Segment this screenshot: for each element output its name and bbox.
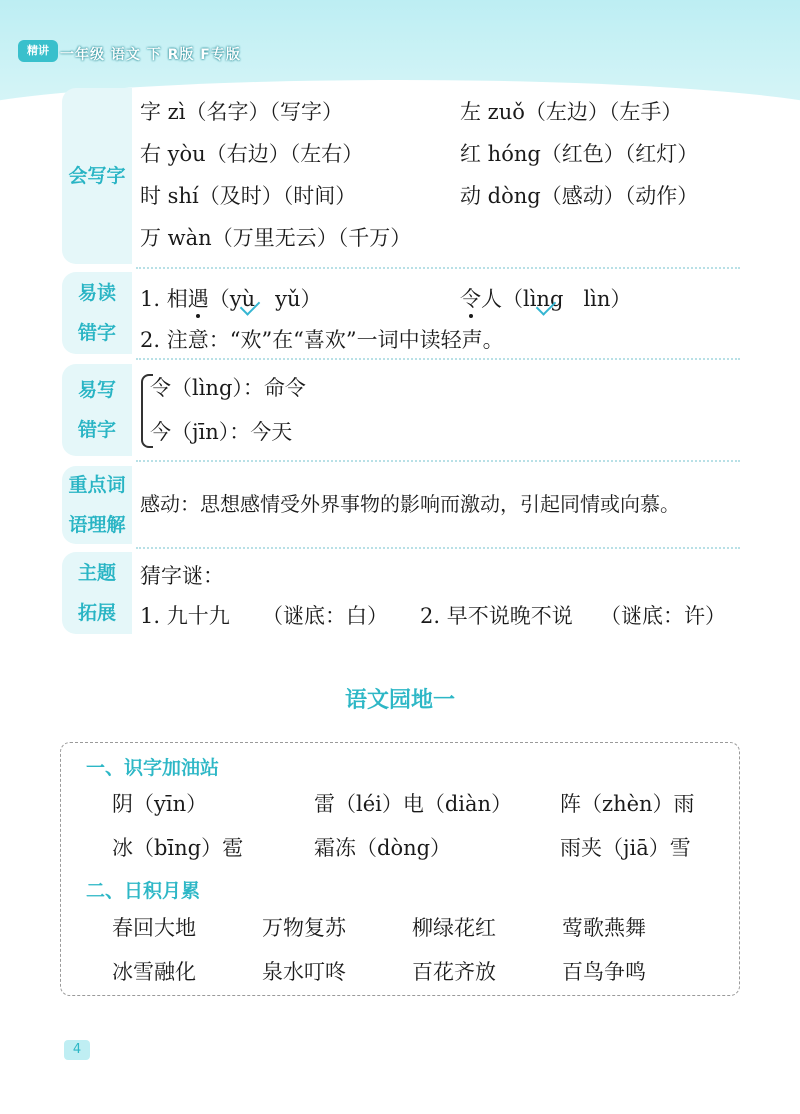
write-char-3: 右 yòu（右边）（左右） (140, 142, 364, 166)
divider (136, 460, 740, 462)
phrase-1: 春回大地 (112, 916, 196, 940)
divider (136, 358, 740, 360)
label-read-errors: 易读 错字 (62, 272, 132, 354)
phrase-2: 万物复苏 (262, 916, 346, 940)
phrase-4: 莺歌燕舞 (562, 916, 646, 940)
key-word-definition: 感动：思想感情受外界事物的影响而激动，引起同情或向慕。 (140, 492, 680, 516)
box-char-5: 霜冻（dòng） (314, 836, 452, 860)
subsection-title-2: 二、日积月累 (86, 880, 201, 902)
section-title: 语文园地一 (344, 688, 455, 713)
riddle-2: 2. 早不说晚不说 (420, 604, 573, 628)
subsection-title-1: 一、识字加油站 (86, 757, 220, 779)
write-char-7: 万 wàn（万里无云）（千万） (140, 226, 412, 250)
page-number: 4 (64, 1040, 90, 1060)
label-theme: 主题 拓展 (62, 552, 132, 634)
read-error-note: 2. 注意：“欢”在“喜欢”一词中读轻声。 (140, 328, 504, 352)
phrase-5: 冰雪融化 (112, 960, 196, 984)
riddle-1-answer: （谜底：白） (262, 604, 388, 628)
label-key-words: 重点词 语理解 (62, 466, 132, 544)
phrase-6: 泉水叮咚 (262, 960, 346, 984)
label-write-errors: 易写 错字 (62, 364, 132, 456)
write-char-4: 红 hóng（红色）（红灯） (460, 142, 699, 166)
phrase-7: 百花齐放 (412, 960, 496, 984)
write-error-1: 令（lìng）：命令 (150, 376, 306, 400)
box-char-2: 雷（léi）电（diàn） (314, 792, 513, 816)
label-write: 会写字 (62, 88, 132, 264)
read-error-item-1: 1. 相遇（yù yǔ） (140, 287, 322, 311)
theme-title: 猜字谜： (140, 564, 224, 588)
dot-char: 遇 (187, 287, 209, 311)
write-char-1: 字 zì（名字）（写字） (140, 100, 343, 124)
box-char-3: 阵（zhèn）雨 (560, 792, 695, 816)
read-option-correct: yù (229, 287, 256, 311)
write-char-5: 时 shí（及时）（时间） (140, 184, 357, 208)
read-option-correct: lìng (523, 287, 564, 311)
dot-char: 令 (460, 287, 481, 311)
write-char-2: 左 zuǒ（左边）（左手） (460, 100, 683, 124)
header-title: 一年级 语文 下 R版 F专版 (60, 47, 241, 63)
read-error-item-2: 令人（lìng lìn） (460, 287, 632, 311)
logo: 精讲 (18, 40, 58, 62)
riddle-2-answer: （谜底：许） (600, 604, 726, 628)
box-char-6: 雨夹（jiā）雪 (560, 836, 691, 860)
box-char-1: 阴（yīn） (112, 792, 208, 816)
write-char-6: 动 dòng（感动）（动作） (460, 184, 699, 208)
phrase-8: 百鸟争鸣 (562, 960, 646, 984)
divider (136, 267, 740, 269)
phrase-3: 柳绿花红 (412, 916, 496, 940)
riddle-1: 1. 九十九 (140, 604, 230, 628)
divider (136, 547, 740, 549)
write-error-2: 今（jīn）：今天 (150, 420, 293, 444)
box-char-4: 冰（bīng）雹 (112, 836, 244, 860)
